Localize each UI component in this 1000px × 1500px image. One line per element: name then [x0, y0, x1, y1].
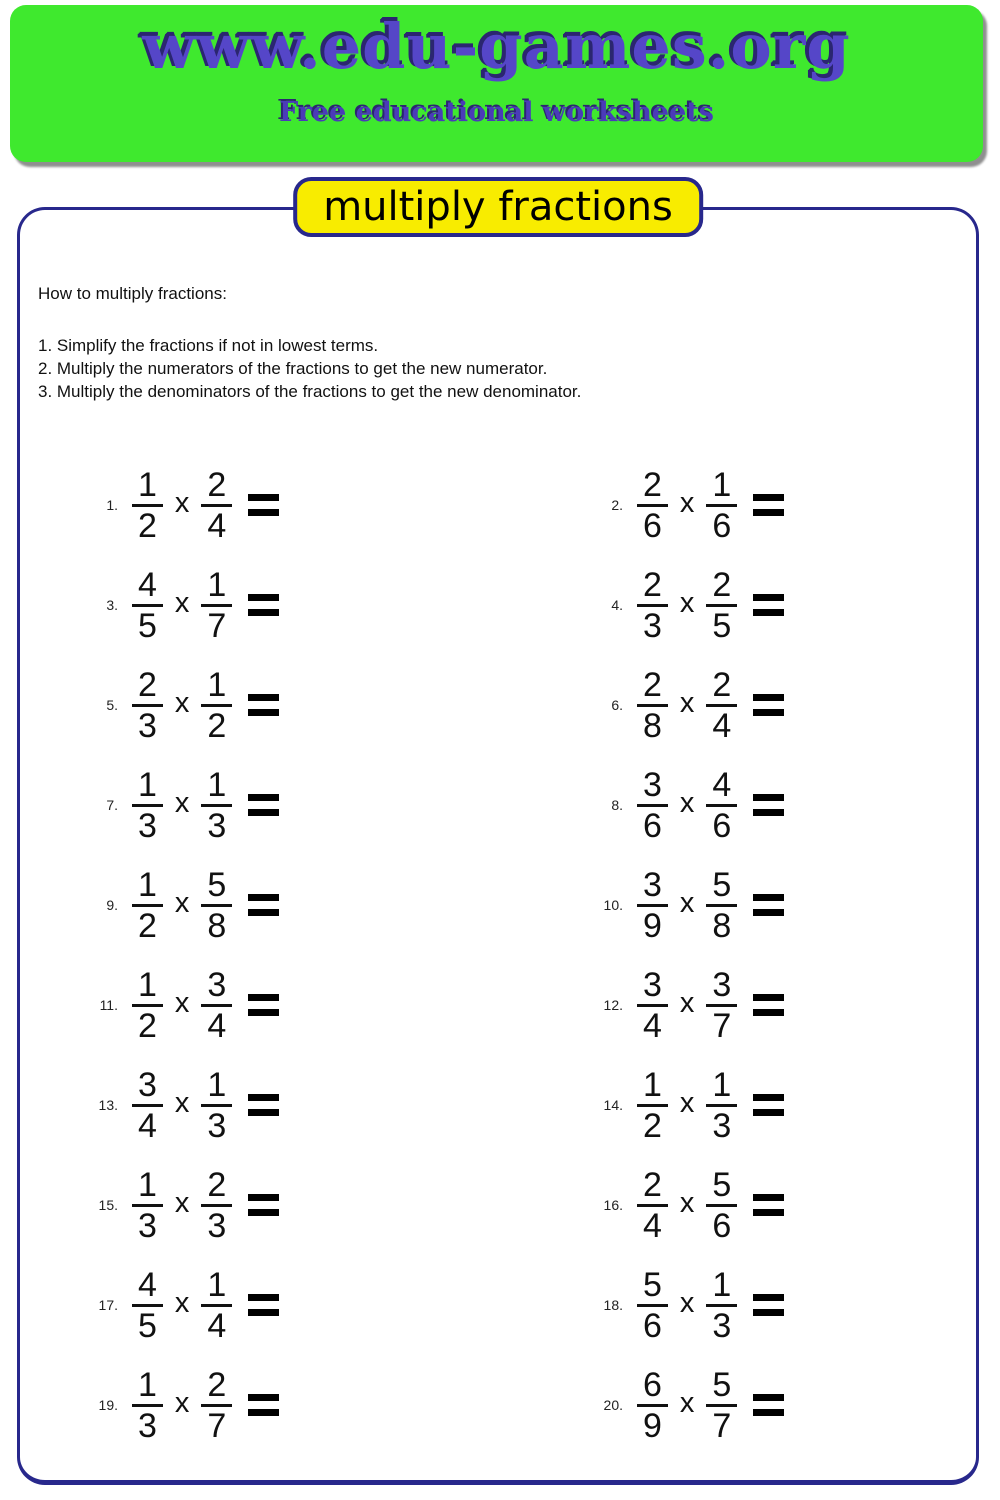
multiply-symbol: x: [174, 586, 190, 619]
multiply-symbol: x: [679, 786, 695, 819]
problem-number: 5.: [106, 697, 118, 713]
fraction-numerator: 5: [643, 1265, 662, 1304]
fraction-denominator: 2: [207, 706, 227, 745]
equals-sign: [753, 594, 784, 616]
problem-item: [585, 555, 960, 655]
fraction-denominator: 3: [138, 1406, 157, 1445]
fraction-numerator: 1: [712, 465, 732, 504]
equals-sign: [248, 594, 279, 616]
fraction: [706, 866, 737, 945]
problem-number: 14.: [603, 1097, 623, 1113]
problem-number: 2.: [611, 497, 623, 513]
problem-item: [80, 655, 585, 755]
instructions: [38, 282, 798, 403]
fraction-denominator: 4: [207, 1006, 227, 1045]
equals-bar-top: [753, 1194, 784, 1201]
problem-number: 8.: [611, 797, 623, 813]
equals-bar-bottom: [248, 1209, 279, 1216]
fraction-denominator: 3: [138, 806, 157, 845]
fraction-denominator: 2: [138, 506, 157, 545]
equals-bar-bottom: [248, 609, 279, 616]
fraction: [132, 1166, 163, 1245]
equals-bar-top: [248, 494, 279, 501]
equals-bar-bottom: [248, 1109, 279, 1116]
problem-item: [80, 855, 585, 955]
multiply-symbol: x: [174, 1286, 190, 1319]
fraction-denominator: 3: [643, 606, 662, 645]
equals-bar-bottom: [248, 809, 279, 816]
equals-sign: [248, 1294, 279, 1316]
problems-grid: [80, 455, 960, 1455]
equals-bar-bottom: [753, 1209, 784, 1216]
fraction-denominator: 9: [643, 1406, 662, 1445]
equals-bar-bottom: [753, 809, 784, 816]
fraction-denominator: 5: [138, 1306, 157, 1345]
equals-bar-bottom: [753, 1009, 784, 1016]
equals-bar-bottom: [248, 1009, 279, 1016]
multiply-symbol: x: [174, 786, 190, 819]
fraction-denominator: 6: [712, 1206, 732, 1245]
multiply-symbol: x: [679, 686, 695, 719]
equals-bar-top: [248, 1194, 279, 1201]
fraction: [132, 1366, 163, 1445]
site-subtitle: Free educational worksheets: [279, 97, 714, 128]
fraction: [706, 1366, 737, 1445]
fraction-denominator: 4: [712, 706, 732, 745]
multiply-symbol: x: [174, 886, 190, 919]
problem-number: 18.: [603, 1297, 623, 1313]
worksheet-title-badge: multiply fractions: [293, 177, 703, 237]
fraction-denominator: 3: [138, 1206, 157, 1245]
fraction-numerator: 2: [643, 565, 662, 604]
equals-sign: [753, 494, 784, 516]
fraction: [201, 666, 232, 745]
multiply-symbol: x: [679, 1086, 695, 1119]
fraction: [132, 1066, 163, 1145]
equals-bar-bottom: [248, 1409, 279, 1416]
fraction-numerator: 3: [207, 965, 227, 1004]
equals-bar-bottom: [753, 509, 784, 516]
fraction-numerator: 2: [643, 1165, 662, 1204]
fraction-numerator: 4: [138, 565, 157, 604]
equals-sign: [753, 1094, 784, 1116]
fraction-denominator: 3: [207, 1106, 227, 1145]
fraction: [201, 1166, 232, 1245]
equals-bar-bottom: [753, 609, 784, 616]
fraction-denominator: 7: [712, 1006, 732, 1045]
fraction-numerator: 2: [712, 665, 732, 704]
equals-sign: [248, 994, 279, 1016]
problem-item: [80, 1255, 585, 1355]
equals-sign: [248, 1094, 279, 1116]
fraction-denominator: 6: [712, 806, 732, 845]
problem-item: [585, 1155, 960, 1255]
fraction: [201, 1366, 232, 1445]
multiply-symbol: x: [679, 1386, 695, 1419]
multiply-symbol: x: [174, 1386, 190, 1419]
fraction: [637, 1366, 668, 1445]
equals-bar-bottom: [753, 909, 784, 916]
multiply-symbol: x: [679, 1286, 695, 1319]
problem-item: [80, 1055, 585, 1155]
fraction: [201, 966, 232, 1045]
fraction: [706, 666, 737, 745]
fraction-denominator: 3: [207, 806, 227, 845]
fraction: [132, 566, 163, 645]
equals-sign: [753, 894, 784, 916]
multiply-symbol: x: [174, 986, 190, 1019]
fraction-denominator: 2: [643, 1106, 662, 1145]
equals-bar-top: [248, 1394, 279, 1401]
fraction-denominator: 5: [712, 606, 732, 645]
fraction: [637, 1266, 668, 1345]
multiply-symbol: x: [174, 1186, 190, 1219]
problem-item: [585, 1255, 960, 1355]
fraction-numerator: 3: [138, 1065, 157, 1104]
fraction-numerator: 1: [138, 1165, 157, 1204]
fraction: [201, 466, 232, 545]
fraction-numerator: 4: [138, 1265, 157, 1304]
problem-number: 11.: [99, 997, 118, 1013]
problem-number: 13.: [98, 1097, 118, 1113]
multiply-symbol: x: [679, 886, 695, 919]
fraction-numerator: 2: [138, 665, 157, 704]
problem-number: 12.: [603, 997, 623, 1013]
fraction-denominator: 6: [643, 806, 662, 845]
equals-bar-bottom: [753, 1309, 784, 1316]
fraction-numerator: 1: [207, 765, 227, 804]
fraction-numerator: 2: [207, 465, 227, 504]
problem-item: [80, 1355, 585, 1455]
fraction: [132, 1266, 163, 1345]
problem-number: 19.: [98, 1397, 118, 1413]
equals-bar-bottom: [248, 1309, 279, 1316]
fraction: [132, 766, 163, 845]
fraction-numerator: 5: [712, 865, 732, 904]
equals-sign: [248, 1194, 279, 1216]
problem-number: 17.: [98, 1297, 118, 1313]
problem-item: [585, 755, 960, 855]
equals-bar-top: [753, 794, 784, 801]
multiply-symbol: x: [679, 986, 695, 1019]
equals-bar-top: [753, 994, 784, 1001]
fraction-numerator: 1: [207, 665, 227, 704]
equals-bar-top: [248, 1094, 279, 1101]
fraction: [637, 766, 668, 845]
fraction: [706, 1166, 737, 1245]
problem-number: 7.: [106, 797, 118, 813]
multiply-symbol: x: [174, 486, 190, 519]
equals-bar-bottom: [248, 509, 279, 516]
problem-item: [585, 655, 960, 755]
fraction-numerator: 6: [643, 1365, 662, 1404]
equals-sign: [753, 794, 784, 816]
problem-item: [585, 455, 960, 555]
site-title: www.edu-games.org: [142, 10, 851, 83]
instruction-step: 1. Simplify the fractions if not in lowest terms.: [38, 336, 379, 355]
fraction-denominator: 7: [207, 606, 227, 645]
fraction-denominator: 7: [207, 1406, 227, 1445]
fraction-denominator: 3: [712, 1306, 732, 1345]
problem-number: 10.: [603, 897, 623, 913]
problem-item: [80, 555, 585, 655]
fraction-denominator: 3: [712, 1106, 732, 1145]
fraction: [706, 466, 737, 545]
problem-number: 16.: [603, 1197, 623, 1213]
problem-number: 9.: [106, 897, 118, 913]
fraction-denominator: 4: [643, 1206, 662, 1245]
fraction-numerator: 2: [643, 465, 662, 504]
fraction: [637, 1166, 668, 1245]
multiply-symbol: x: [679, 486, 695, 519]
fraction-numerator: 2: [712, 565, 732, 604]
fraction-numerator: 1: [712, 1065, 732, 1104]
site-banner: [10, 5, 983, 162]
multiply-symbol: x: [679, 1186, 695, 1219]
fraction-denominator: 9: [643, 906, 662, 945]
equals-sign: [753, 1194, 784, 1216]
fraction-numerator: 3: [643, 965, 662, 1004]
fraction: [132, 466, 163, 545]
problem-item: [585, 1355, 960, 1455]
problem-number: 20.: [603, 1397, 623, 1413]
fraction: [706, 966, 737, 1045]
fraction-numerator: 1: [138, 1365, 157, 1404]
fraction-denominator: 4: [207, 1306, 227, 1345]
equals-bar-bottom: [248, 709, 279, 716]
equals-bar-bottom: [753, 709, 784, 716]
fraction-numerator: 2: [207, 1365, 227, 1404]
equals-bar-top: [753, 1394, 784, 1401]
fraction: [132, 966, 163, 1045]
equals-sign: [753, 1394, 784, 1416]
equals-bar-top: [753, 894, 784, 901]
equals-bar-top: [753, 494, 784, 501]
fraction-denominator: 4: [207, 506, 227, 545]
fraction: [637, 566, 668, 645]
equals-sign: [753, 694, 784, 716]
fraction-numerator: 5: [207, 865, 227, 904]
fraction: [637, 1066, 668, 1145]
equals-sign: [248, 794, 279, 816]
equals-sign: [248, 1394, 279, 1416]
multiply-symbol: x: [174, 1086, 190, 1119]
fraction: [201, 1066, 232, 1145]
equals-bar-top: [248, 1294, 279, 1301]
equals-bar-top: [753, 694, 784, 701]
worksheet-box: [17, 184, 979, 1485]
fraction-denominator: 4: [643, 1006, 662, 1045]
fraction-denominator: 3: [138, 706, 157, 745]
fraction-denominator: 7: [712, 1406, 732, 1445]
fraction: [637, 466, 668, 545]
problem-number: 4.: [611, 597, 623, 613]
equals-bar-top: [248, 794, 279, 801]
fraction: [706, 566, 737, 645]
fraction: [132, 666, 163, 745]
fraction-numerator: 3: [643, 865, 662, 904]
fraction-denominator: 2: [138, 906, 157, 945]
equals-bar-bottom: [248, 909, 279, 916]
fraction: [706, 1266, 737, 1345]
fraction-denominator: 6: [643, 1306, 662, 1345]
problem-item: [585, 1055, 960, 1155]
fraction: [706, 766, 737, 845]
equals-sign: [248, 494, 279, 516]
equals-sign: [753, 994, 784, 1016]
instruction-step: 2. Multiply the numerators of the fractions to get the new numerator.: [38, 359, 548, 378]
equals-bar-top: [248, 694, 279, 701]
multiply-symbol: x: [679, 586, 695, 619]
fraction: [201, 1266, 232, 1345]
fraction-numerator: 5: [712, 1165, 732, 1204]
instruction-step: 3. Multiply the denominators of the fractions to get the new denominator.: [38, 382, 582, 401]
fraction-numerator: 3: [712, 965, 732, 1004]
fraction-numerator: 4: [712, 765, 732, 804]
equals-bar-top: [753, 1294, 784, 1301]
fraction-numerator: 1: [138, 965, 157, 1004]
problem-item: [80, 955, 585, 1055]
problem-item: [585, 955, 960, 1055]
fraction-denominator: 3: [207, 1206, 227, 1245]
multiply-symbol: x: [174, 686, 190, 719]
fraction-denominator: 5: [138, 606, 157, 645]
equals-bar-top: [753, 1094, 784, 1101]
equals-sign: [248, 894, 279, 916]
fraction-denominator: 6: [643, 506, 662, 545]
fraction-denominator: 8: [643, 706, 662, 745]
fraction-numerator: 1: [712, 1265, 732, 1304]
equals-bar-bottom: [753, 1109, 784, 1116]
equals-bar-top: [753, 594, 784, 601]
fraction: [706, 1066, 737, 1145]
fraction-numerator: 1: [138, 865, 157, 904]
problem-number: 1.: [106, 497, 118, 513]
fraction-numerator: 1: [207, 1265, 227, 1304]
problem-number: 3.: [106, 597, 118, 613]
fraction-numerator: 1: [138, 465, 157, 504]
fraction: [637, 966, 668, 1045]
fraction-numerator: 5: [712, 1365, 732, 1404]
equals-sign: [248, 694, 279, 716]
fraction-numerator: 2: [643, 665, 662, 704]
problem-item: [80, 755, 585, 855]
fraction: [637, 866, 668, 945]
problem-item: [585, 855, 960, 955]
instructions-heading: How to multiply fractions:: [38, 284, 227, 303]
fraction-denominator: 2: [138, 1006, 157, 1045]
fraction-numerator: 1: [643, 1065, 662, 1104]
fraction-numerator: 1: [207, 1065, 227, 1104]
fraction-numerator: 3: [643, 765, 662, 804]
problem-item: [80, 1155, 585, 1255]
fraction-numerator: 1: [207, 565, 227, 604]
problem-item: [80, 455, 585, 555]
instructions-steps: [38, 334, 798, 403]
fraction-denominator: 8: [712, 906, 732, 945]
equals-bar-top: [248, 894, 279, 901]
equals-bar-top: [248, 994, 279, 1001]
fraction-denominator: 4: [138, 1106, 157, 1145]
problem-number: 15.: [98, 1197, 118, 1213]
fraction-denominator: 6: [712, 506, 732, 545]
fraction: [132, 866, 163, 945]
fraction: [637, 666, 668, 745]
equals-sign: [753, 1294, 784, 1316]
fraction-numerator: 2: [207, 1165, 227, 1204]
fraction: [201, 866, 232, 945]
fraction: [201, 566, 232, 645]
equals-bar-bottom: [753, 1409, 784, 1416]
fraction-denominator: 8: [207, 906, 227, 945]
problem-number: 6.: [611, 697, 623, 713]
fraction: [201, 766, 232, 845]
equals-bar-top: [248, 594, 279, 601]
fraction-numerator: 1: [138, 765, 157, 804]
